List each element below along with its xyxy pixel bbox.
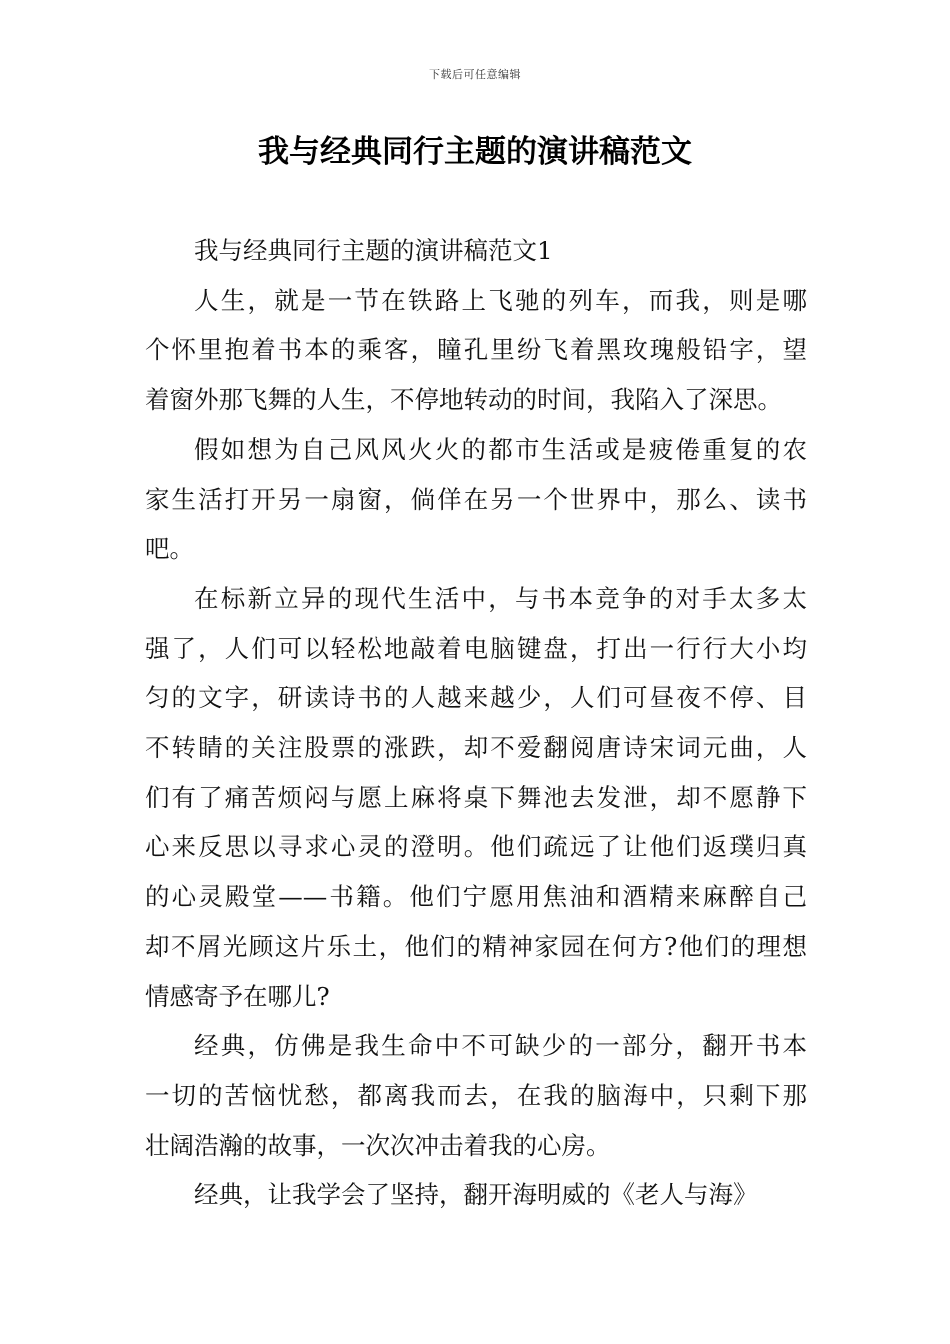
text-line: 经典，仿佛是我生命中不可缺少的一部分，翻开书本 xyxy=(194,1031,807,1061)
text-line: 在标新立异的现代生活中，与书本竞争的对手太多太 xyxy=(194,583,807,613)
header-note: 下载后可任意编辑 xyxy=(429,68,521,81)
text-line: 的心灵殿堂——书籍。他们宁愿用焦油和酒精来麻醉自己 xyxy=(145,882,807,912)
paragraph-subtitle xyxy=(145,226,807,276)
text-line: 一切的苦恼忧愁，都离我而去，在我的脑海中，只剩下那 xyxy=(145,1080,807,1110)
text-line: 吧。 xyxy=(145,534,194,564)
text-line: 家生活打开另一扇窗，倘佯在另一个世界中，那么、读书 xyxy=(145,484,807,514)
text-line: 情感寄予在哪儿? xyxy=(145,981,330,1011)
text-line: 却不屑光顾这片乐土，他们的精神家园在何方?他们的理想 xyxy=(145,931,807,961)
paragraph-3 xyxy=(145,574,807,1021)
text-line: 不转睛的关注股票的涨跌，却不爱翻阅唐诗宋词元曲，人 xyxy=(145,733,807,763)
document-body xyxy=(145,226,807,1220)
paragraph-2 xyxy=(145,425,807,574)
document-title: 我与经典同行主题的演讲稿范文 xyxy=(258,134,692,170)
paragraph-1 xyxy=(145,276,807,425)
text-line: 假如想为自己风风火火的都市生活或是疲倦重复的农 xyxy=(194,434,807,464)
text-line: 们有了痛苦烦闷与愿上麻将桌下舞池去发泄，却不愿静下 xyxy=(145,782,807,812)
paragraph-5 xyxy=(145,1170,807,1220)
paragraph-4 xyxy=(145,1021,807,1170)
text-line: 壮阔浩瀚的故事，一次次冲击着我的心房。 xyxy=(145,1130,611,1160)
text-line: 着窗外那飞舞的人生，不停地转动的时间，我陷入了深思。 xyxy=(145,385,782,415)
text-line: 人生，就是一节在铁路上飞驰的列车，而我，则是哪 xyxy=(194,285,807,315)
text-line: 个怀里抱着书本的乘客，瞳孔里纷飞着黑玫瑰般铅字，望 xyxy=(145,335,807,365)
text-line: 心来反思以寻求心灵的澄明。他们疏远了让他们返璞归真 xyxy=(145,832,807,862)
text-line: 强了，人们可以轻松地敲着电脑键盘，打出一行行大小均 xyxy=(145,633,807,663)
text-line: 我与经典同行主题的演讲稿范文1 xyxy=(194,236,553,265)
text-line: 经典，让我学会了坚持，翻开海明威的《老人与海》 xyxy=(194,1180,758,1210)
text-line: 匀的文字，研读诗书的人越来越少，人们可昼夜不停、目 xyxy=(145,683,807,713)
